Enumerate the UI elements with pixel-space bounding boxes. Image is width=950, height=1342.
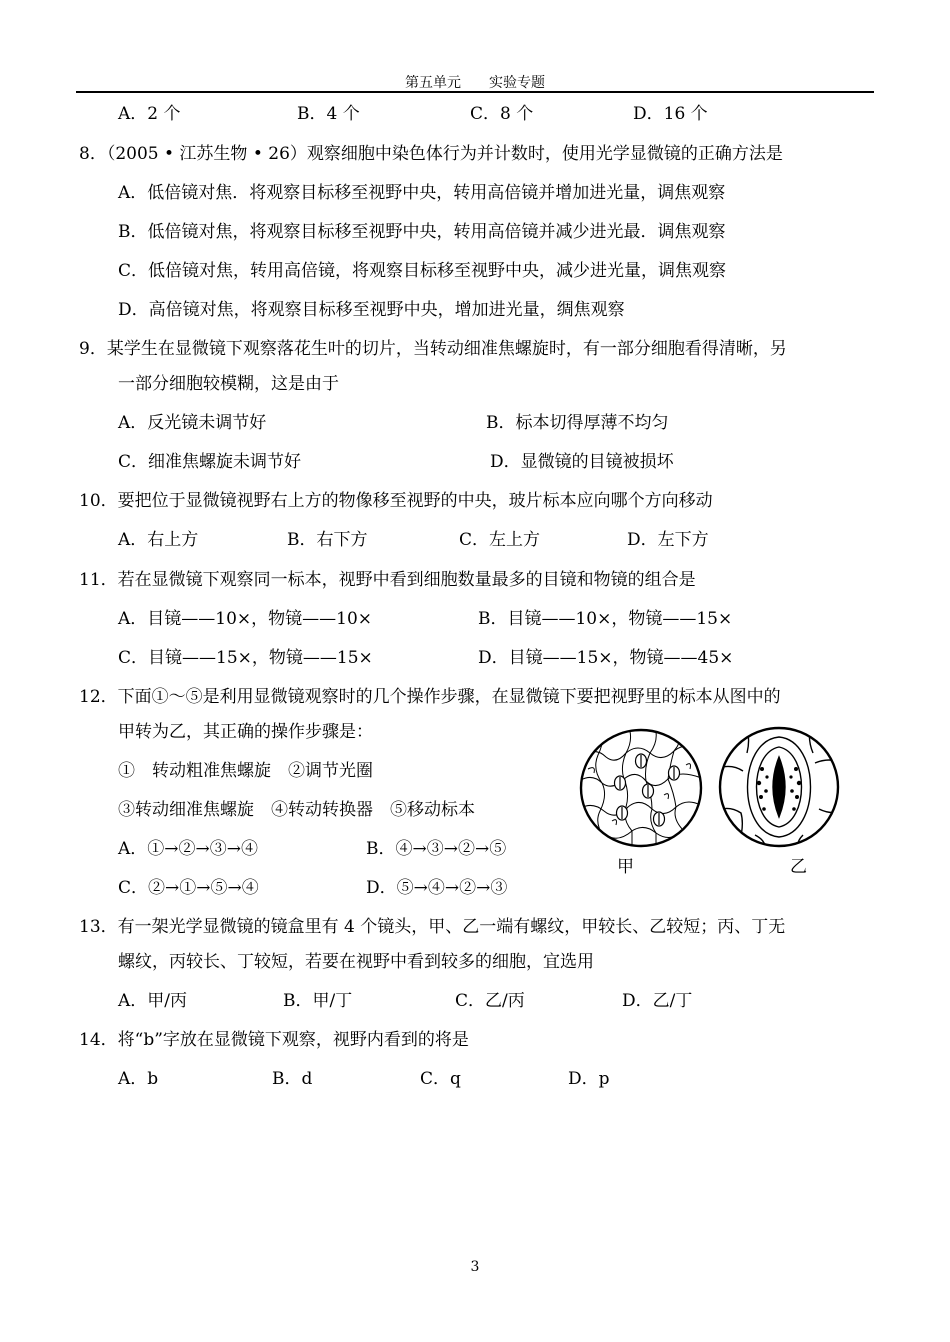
q10-option-b: B．右下方: [287, 530, 368, 550]
q14-option-a: A．b: [118, 1069, 159, 1089]
q11-option-c: C．目镜——15×，物镜——15×: [118, 648, 373, 668]
header-rule: [76, 91, 874, 93]
q9-option-d: D．显微镜的目镜被损坏: [490, 452, 674, 472]
q13-stem-line2: 螺纹，丙较长、丁较短，若要在视野中看到较多的细胞，宜选用: [118, 952, 594, 972]
q8-stem: 8．（2005 • 江苏生物 • 26）观察细胞中染色体行为并计数时，使用光学显微镜的正确方法是: [79, 144, 783, 164]
q12-steps-line1: ① 转动粗准焦螺旋 ②调节光圈: [118, 761, 373, 781]
q8-option-c: C．低倍镜对焦，转用高倍镜，将观察目标移至视野中央，减少进光量，调焦观察: [118, 261, 727, 281]
q14-option-d: D．p: [568, 1069, 610, 1089]
q7-option-d: D．16 个: [633, 104, 708, 124]
q12-option-d: D．⑤→④→②→③: [366, 878, 508, 898]
q11-option-a: A．目镜——10×，物镜——10×: [118, 609, 373, 629]
q8-option-b: B．低倍镜对焦，将观察目标移至视野中央，转用高倍镜并减少进光最．调焦观察: [118, 222, 726, 242]
q12-steps-line2: ③转动细准焦螺旋 ④转动转换器 ⑤移动标本: [118, 800, 475, 820]
q14-option-b: B．d: [272, 1069, 313, 1089]
q13-stem-line1: 13．有一架光学显微镜的镜盒里有 4 个镜头，甲、乙一端有螺纹，甲较长、乙较短；丙、丁无: [79, 917, 786, 937]
q10-stem: 10．要把位于显微镜视野右上方的物像移至视野的中央，玻片标本应向哪个方向移动: [79, 491, 713, 511]
q12-option-c: C．②→①→⑤→④: [118, 878, 259, 898]
q7-option-c: C．8 个: [470, 104, 534, 124]
q14-option-c: C．q: [420, 1069, 461, 1089]
q8-option-a: A．低倍镜对焦．将观察目标移至视野中央，转用高倍镜并增加进光量，调焦观察: [118, 183, 726, 203]
q13-option-a: A．甲/丙: [118, 991, 188, 1011]
page-header-title: 第五单元 实验专题: [405, 75, 545, 91]
q13-option-c: C．乙/丙: [455, 991, 525, 1011]
q8-option-d: D．高倍镜对焦，将观察目标移至视野中央，增加进光量，绸焦观察: [118, 300, 625, 320]
q10-option-a: A．右上方: [118, 530, 199, 550]
q9-option-a: A．反光镜未调节好: [118, 413, 267, 433]
q13-option-b: B．甲/丁: [283, 991, 353, 1011]
q11-stem: 11．若在显微镜下观察同一标本，视野中看到细胞数量最多的目镜和物镜的组合是: [79, 570, 696, 590]
q10-option-d: D．左下方: [627, 530, 709, 550]
figure-jia-low-magnification: [576, 725, 706, 851]
q9-stem-line2: 一部分细胞较模糊，这是由于: [118, 374, 339, 394]
q7-option-b: B．4 个: [297, 104, 360, 124]
q7-option-a: A．2 个: [118, 104, 181, 124]
q12-option-a: A．①→②→③→④: [118, 839, 259, 859]
figure-label-yi: 乙: [790, 857, 807, 877]
q11-option-b: B．目镜——10×，物镜——15×: [478, 609, 733, 629]
q12-option-b: B．④→③→②→⑤: [366, 839, 507, 859]
q13-option-d: D．乙/丁: [622, 991, 693, 1011]
figure-label-jia: 甲: [617, 857, 634, 877]
q12-stem-line1: 12．下面①～⑤是利用显微镜观察时的几个操作步骤，在显微镜下要把视野里的标本从图中的: [79, 687, 781, 707]
q9-stem-line1: 9．某学生在显微镜下观察落花生叶的切片，当转动细准焦螺旋时，有一部分细胞看得清晰，另: [79, 339, 787, 359]
q9-option-c: C．细准焦螺旋未调节好: [118, 452, 302, 472]
q9-option-b: B．标本切得厚薄不均匀: [486, 413, 669, 433]
q11-option-d: D．目镜——15×，物镜——45×: [478, 648, 734, 668]
q12-stem-line2: 甲转为乙，其正确的操作步骤是：: [118, 722, 373, 742]
q14-stem: 14．将“b”字放在显微镜下观察，视野内看到的将是: [79, 1030, 469, 1050]
q10-option-c: C．左上方: [459, 530, 541, 550]
page-number: 3: [470, 1259, 480, 1275]
figure-yi-high-magnification: [715, 723, 843, 851]
